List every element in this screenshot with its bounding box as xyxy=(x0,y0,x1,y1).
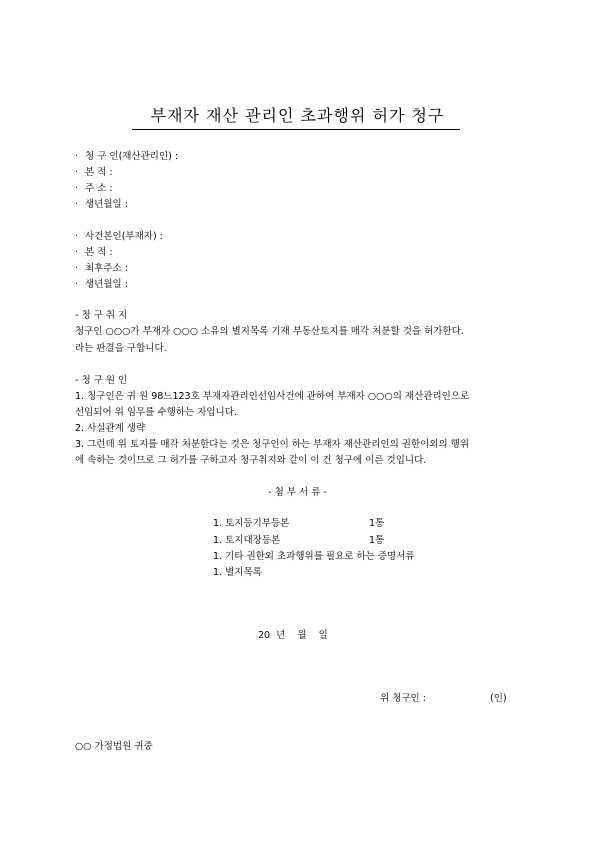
purpose-heading: - 청 구 취 지 xyxy=(75,310,128,321)
bullet-dot-icon: · xyxy=(75,247,79,258)
cause-line: 1. 청구인은 귀 원 98느123호 부재자관리인선임사건에 관하여 부재자 ○○○의 재산관리인으로 xyxy=(75,391,470,402)
purpose-line: 라는 판결을 구합니다. xyxy=(75,343,167,354)
attachments-heading: - 첨 부 서 류 - xyxy=(268,487,327,498)
attachment-item: 1. 토지대장등본 xyxy=(213,535,281,546)
court-addressee: ○○ 가정법원 귀중 xyxy=(75,741,153,752)
cause-line: 3. 그런데 위 토지를 매각 처분한다는 것은 청구인이 하는 부재자 재산관리인의 권한이외의 행위 xyxy=(75,439,470,450)
principal-domicile: · 본 적 : xyxy=(75,247,113,258)
claimant-birthdate: · 생년월일 : xyxy=(75,199,128,210)
seal-mark: (인) xyxy=(490,693,507,704)
signature-label: 위 청구인 : xyxy=(380,693,426,704)
bullet-dot-icon: · xyxy=(75,263,79,274)
bullet-dot-icon: · xyxy=(75,151,79,162)
bullet-dot-icon: · xyxy=(75,279,79,290)
attachment-item: 1. 별지목록 xyxy=(213,567,262,578)
document-title: 부재자 재산 관리인 초과행위 허가 청구 xyxy=(150,106,445,125)
cause-line: 2. 사실관계 생략 xyxy=(75,423,146,434)
claimant-domicile: · 본 적 : xyxy=(75,167,113,178)
attachment-item: 1. 토지등기부등본 xyxy=(213,518,290,529)
principal-last-address: · 최후주소 : xyxy=(75,263,128,274)
bullet-dot-icon: · xyxy=(75,167,79,178)
cause-heading: - 청 구 원 인 xyxy=(75,375,128,386)
bullet-dot-icon: · xyxy=(75,183,79,194)
attachment-count: 1통 xyxy=(369,535,385,546)
principal-birthdate: · 생년월일 : xyxy=(75,279,128,290)
cause-line: 에 속하는 것이므로 그 허가를 구하고자 청구취지와 같이 이 건 청구에 이른 것입니다. xyxy=(75,455,427,466)
purpose-line: 청구인 ○○○가 부재자 ○○○ 소유의 별지목록 기재 부동산토지를 매각 처분할 것을 허가한다. xyxy=(75,326,464,337)
cause-line: 선임되어 위 임무를 수행하는 자입니다. xyxy=(75,407,237,418)
title-underline xyxy=(132,129,460,130)
claimant-address: · 주 소 : xyxy=(75,183,113,194)
principal-header: · 사건본인(부재자) : xyxy=(75,231,163,242)
attachment-count: 1통 xyxy=(369,518,385,529)
bullet-dot-icon: · xyxy=(75,231,79,242)
attachment-item: 1. 기타 권한외 초과행위를 필요로 하는 증명서류 xyxy=(213,551,415,562)
document-date: 20 년 월 일 xyxy=(258,630,328,641)
bullet-dot-icon: · xyxy=(75,199,79,210)
claimant-header: · 청 구 인(재산관리인) : xyxy=(75,151,179,162)
